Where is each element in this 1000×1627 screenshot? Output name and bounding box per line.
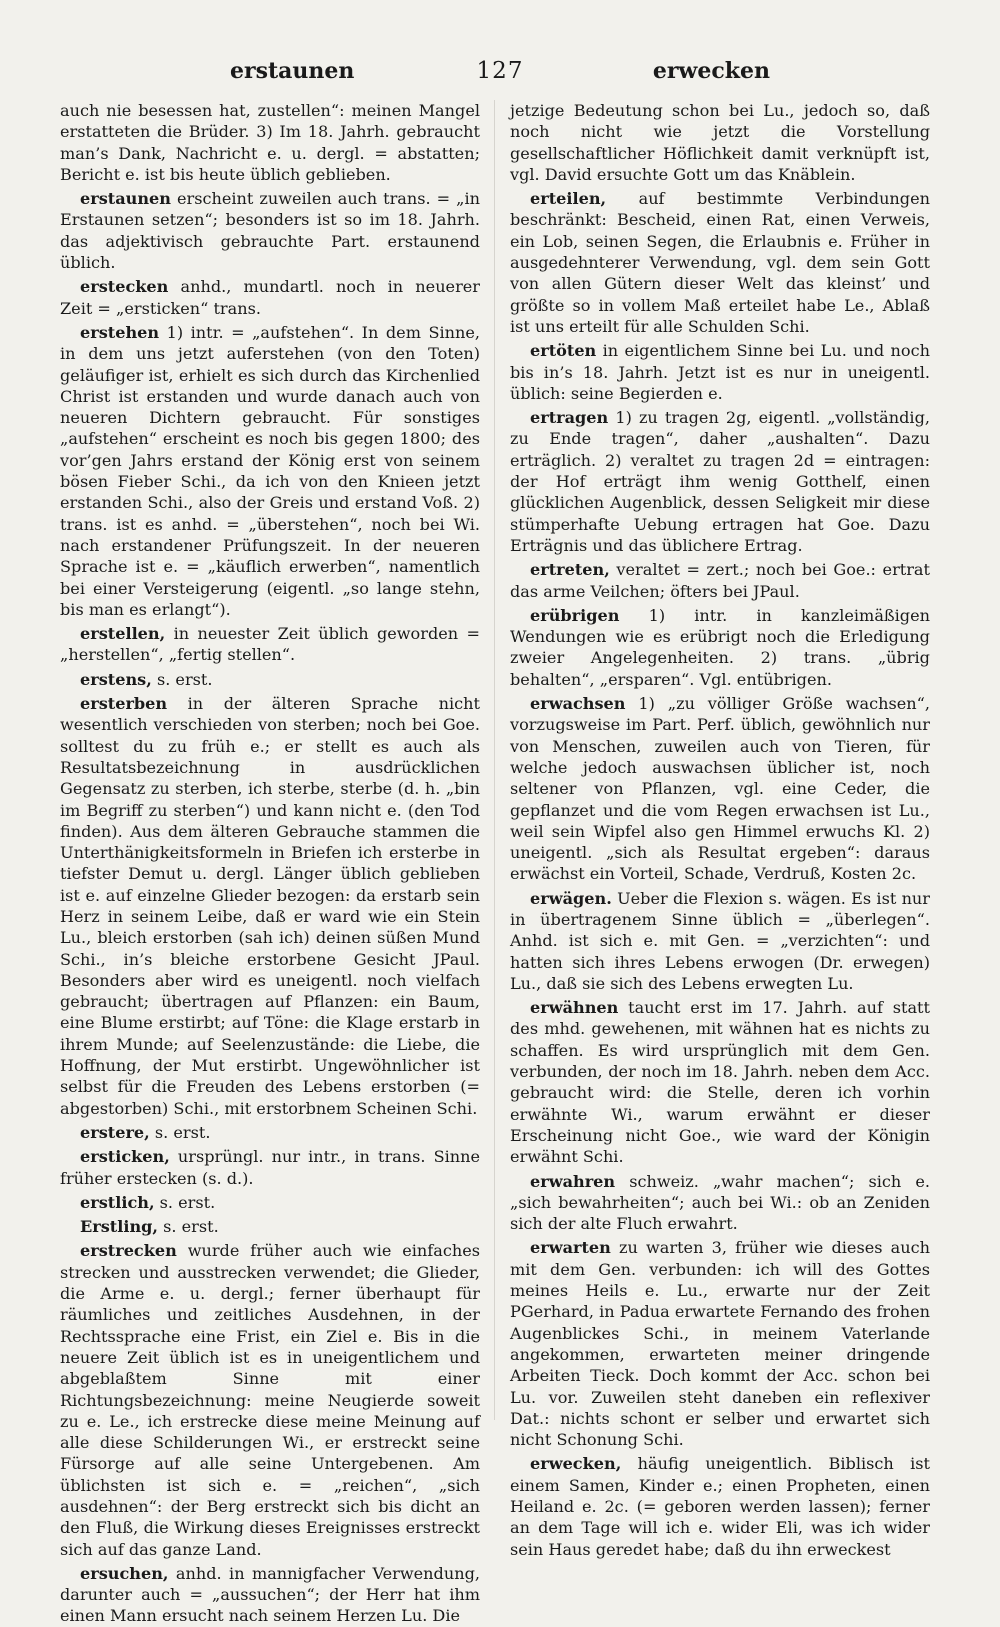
entry-headword: ertreten, [530, 560, 610, 580]
dictionary-entry [60, 1122, 480, 1143]
entry-headword: erstens, [80, 669, 152, 689]
entry-text: s. erst. [158, 1217, 219, 1237]
dictionary-entry [60, 1563, 480, 1627]
entry-text: schweiz. „wahr machen“; sich e. „sich bewahrheiten“; auch bei Wi.: ob an Zeniden sich der alte Fluch erwahrt. [510, 1171, 930, 1234]
dictionary-entry [510, 997, 930, 1167]
entry-headword: ersuchen, [80, 1563, 169, 1583]
entry-headword: erwahren [530, 1171, 616, 1191]
entry-text: häufig uneigentlich. Biblisch ist einem Samen, Kinder e.; einen Propheten, einen Heiland e. 2c. (= geboren werden lassen); ferner an dem Tage will ich e. wider Eli, was ich wider sein Haus geredet habe; daß du ihn erweckest [510, 1454, 930, 1559]
entry-text: jetzige Bedeutung schon bei Lu., jedoch so, daß noch nicht wie jetzt die Vorstellung gesellschaftlicher Höflichkeit damit verknüpft ist, vgl. David ersuchte Gott um das Knäblein. [510, 101, 930, 184]
entry-headword: erwachsen [530, 694, 626, 714]
entry-headword: ertragen [530, 408, 609, 428]
entry-text: in neuester Zeit üblich geworden = „herstellen“, „fertig stellen“. [60, 624, 480, 665]
entry-headword: Erstling, [80, 1217, 159, 1237]
dictionary-entry [510, 188, 930, 337]
entry-text: in eigentlichem Sinne bei Lu. und noch bis in’s 18. Jahrh. Jetzt ist es nur in uneigentl. üblich: seine Begierden e. [510, 341, 930, 403]
left-column [60, 100, 480, 1626]
entry-headword: erwähnen [530, 998, 619, 1018]
dictionary-entry [510, 340, 930, 404]
entry-headword: erstaunen [80, 189, 171, 209]
entry-text: s. erst. [154, 1192, 216, 1212]
entry-text: s. erst. [149, 1122, 211, 1142]
entry-text: ursprüngl. nur intr., in trans. Sinne früher erstecken (s. d.). [60, 1147, 480, 1188]
dictionary-entry [60, 276, 480, 319]
dictionary-entry [510, 1171, 930, 1235]
dictionary-entry [60, 693, 480, 1119]
entry-headword: ersterben [80, 694, 168, 714]
entry-text: 1) intr. = „aufstehen“. In dem Sinne, in dem uns jetzt auferstehen (von den Toten) geläufiger ist, erhielt es sich durch das Kirchenlied Christ ist erstanden und wurde danach auch von neueren Dichtern gebraucht. Für sonstiges „aufstehen“ erscheint es noch bis gegen 1800; des vor’gen Jahrs erstand der König erst von seinem bösen Fieber Schi., da ich von den Knieen jetzt erstanden Schi., also der Greis und erstand Voß. 2) trans. ist es anhd. = „überstehen“, noch bei Wi. nach erstandener Prüfungszeit. In der neueren Sprache ist e. = „käuflich erwerben“, namentlich bei einer Versteigerung (eigentl. „so lange stehn, bis man es erlangt“). [60, 322, 480, 619]
entry-headword: erstellen, [80, 624, 166, 644]
dictionary-entry [60, 623, 480, 666]
entry-text: zu warten 3, früher wie dieses auch mit dem Gen. verbunden: ich will des Gottes meines Heils e. Lu., erwarte nur der Zeit PGerhard, in Padua erwartete Fernando des frohen Augenblickes Schi., in meinem Vaterlande angekommen, erwarteten meiner dringende Arbeiten Tieck. Doch kommt der Acc. schon bei Lu. vor. Zuweilen steht daneben ein reflexiver Dat.: nichts schont er selber und erwartet sich nicht Schonung Schi. [510, 1238, 930, 1450]
dictionary-entry [510, 605, 930, 690]
entry-headword: erstlich, [80, 1192, 155, 1212]
entry-headword: erwecken, [530, 1454, 622, 1474]
entry-text: Ueber die Flexion s. wägen. Es ist nur in übertragenem Sinne üblich = „überlegen“. Anhd. ist sich e. mit Gen. = „verzichten“: und hatten sich ihres Lebens erwogen (Dr. erwegen) Lu., daß sie sich des Lebens erwegten Lu. [510, 888, 930, 993]
entry-text: wurde früher auch wie einfaches strecken und ausstrecken verwendet; die Glieder, die Arme e. u. dergl.; ferner überhaupt für räumliches und zeitliches Ausdehnen, in der Rechtssprache eine Frist, ein Ziel e. Bis in die neuere Zeit üblich ist es in uneigentlichem und abgeblaßtem Sinne mit einer Richtungsbezeichnung: meine Neugierde soweit zu e. Le., ich erstrecke diese meine Meinung auf alle diese Schilderungen Wi., er erstreckt seine Fürsorge auf alle seine Untergebenen. Am üblichsten ist sich e. = „reichen“, „sich ausdehnen“: der Berg erstreckt sich bis dicht an den Fluß, die Wirkung dieses Ereignisses erstreckt sich auf das ganze Land. [60, 1241, 480, 1559]
entry-text: in der älteren Sprache nicht wesentlich verschieden von sterben; noch bei Goe. solltest du zu früh e.; er stellt es auch als Resultatsbezeichnung in ausdrücklichen Gegensatz zu sterben, ich sterbe, sterbe (d. h. „bin im Begriff zu sterben“) und kann nicht e. (den Tod finden). Aus dem älteren Gebrauche stammen die Unterthänigkeitsformeln in Briefen ich ersterbe in tiefster Demut u. dergl. Länger üblich geblieben ist e. auf einzelne Glieder bezogen: da erstarb sein Herz in seinem Leibe, daß er ward wie ein Stein Lu., bleich erstorben (sah ich) deinen süßen Mund Schi., in’s bleiche erstorbene Gesicht JPaul. Besonders aber wird es uneigentl. noch vielfach gebraucht; übertragen auf Pflanzen: ein Baum, eine Blume erstirbt; auf Töne: die Klage erstarb in ihrem Munde; auf Seelenzustände: die Liebe, die Hoffnung, der Mut erstirbt. Ungewöhnlicher ist selbst für die Freuden des Lebens erstorben (= abgestorben) Schi., mit erstorbnem Scheinen Schi. [60, 694, 480, 1118]
dictionary-entry [510, 1237, 930, 1450]
entry-text: anhd. in mannigfacher Verwendung, darunter auch = „aussuchen“; der Herr hat ihm einen Mann ersucht nach seinem Herzen Lu. Die [60, 1563, 480, 1626]
entry-text: 1) „zu völliger Größe wachsen“, vorzugsweise im Part. Perf. üblich, gewöhnlich nur von Menschen, zuweilen auch von Tieren, für welche jedoch auswachsen üblicher ist, noch seltener von Pflanzen, vgl. eine Ceder, die gepflanzet und die vom Regen erwachsen ist Lu., weil sein Wipfel also gen Himmel erwuchs Kl. 2) uneigentl. „sich als Resultat ergeben“: daraus erwächst ein Vorteil, Schade, Verdruß, Kosten 2c. [510, 694, 930, 884]
entry-headword: erstere, [80, 1122, 150, 1142]
dictionary-entry [60, 188, 480, 273]
entry-headword: ersticken, [80, 1147, 170, 1167]
entry-headword: ertöten [530, 341, 597, 361]
right-column [510, 100, 930, 1559]
entry-continuation [510, 100, 930, 185]
header-left-catchword: erstaunen [230, 58, 355, 84]
entry-headword: erteilen, [530, 189, 607, 209]
dictionary-entry [60, 1192, 480, 1213]
entry-text: taucht erst im 17. Jahrh. auf statt des mhd. gewehenen, mit wähnen hat es nichts zu schaffen. Es wird ursprünglich mit dem Gen. verbunden, der noch im 18. Jahrh. neben dem Acc. gebraucht wird: die Stelle, deren ich vorhin erwähnte Wi., warum erwähnt er dieser Erscheinung nicht Goe., wie ward der Königin erwähnt Schi. [510, 998, 930, 1167]
entry-text: 1) zu tragen 2g, eigentl. „vollständig, zu Ende tragen“, daher „aushalten“. Dazu erträglich. 2) veraltet zu tragen 2d = eintragen: der Hof erträgt ihm wenig Gotthelf, einen glücklichen Augenblick, dessen Seligkeit mir diese stümperhafte Uebung ertragen hat Goe. Dazu Erträgnis und das üblichere Ertrag. [510, 408, 930, 555]
dictionary-entry [510, 407, 930, 556]
page-number: 127 [476, 58, 524, 84]
dictionary-entry [510, 693, 930, 885]
entry-text: anhd., mundartl. noch in neuerer Zeit = „ersticken“ trans. [60, 277, 480, 318]
dictionary-entry [60, 669, 480, 690]
entry-text: auf bestimmte Verbindungen beschränkt: Bescheid, einen Rat, einen Verweis, ein Lob, seinen Segen, die Erlaubnis e. Früher in ausgedehnterer Verwendung, vgl. dem sein Gott von allen Gütern dieser Welt das kleinst’ und größte so in vollem Maß erteilet habe Le., Ablaß ist uns erteilt für alle Schulden Schi. [510, 189, 930, 336]
entry-headword: erstehen [80, 322, 160, 342]
dictionary-entry [60, 322, 480, 620]
entry-text: veraltet = zert.; noch bei Goe.: ertrat das arme Veilchen; öfters bei JPaul. [510, 560, 930, 601]
dictionary-entry [510, 1453, 930, 1559]
entry-continuation [60, 100, 480, 185]
running-header [60, 58, 940, 92]
entry-headword: erübrigen [530, 605, 620, 625]
entry-text: 1) intr. in kanzleimäßigen Wendungen wie es erübrigt noch die Erledigung zweier Angelegenheiten. 2) trans. „übrig behalten“, „ersparen“. Vgl. entübrigen. [510, 605, 930, 689]
entry-headword: erwägen. [530, 888, 612, 908]
entry-headword: erwarten [530, 1238, 611, 1258]
header-right-catchword: erwecken [652, 58, 770, 84]
entry-text: erscheint zuweilen auch trans. = „in Erstaunen setzen“; besonders ist so im 18. Jahrh. das adjektivisch gebrauchte Part. erstaunend üblich. [60, 189, 480, 273]
entry-headword: erstecken [80, 277, 169, 297]
entry-headword: erstrecken [80, 1241, 177, 1261]
entry-text: auch nie besessen hat, zustellen“: meinen Mangel erstatteten die Brüder. 3) Im 18. Jahrh. gebraucht man’s Dank, Nachricht e. u. dergl. = abstatten; Bericht e. ist bis heute üblich geblieben. [60, 101, 480, 184]
dictionary-entry [60, 1146, 480, 1189]
entry-text: s. erst. [151, 669, 213, 689]
dictionary-entry [60, 1240, 480, 1559]
dictionary-entry [510, 559, 930, 602]
dictionary-entry [60, 1216, 480, 1237]
column-divider [494, 100, 495, 1420]
dictionary-entry [510, 888, 930, 994]
